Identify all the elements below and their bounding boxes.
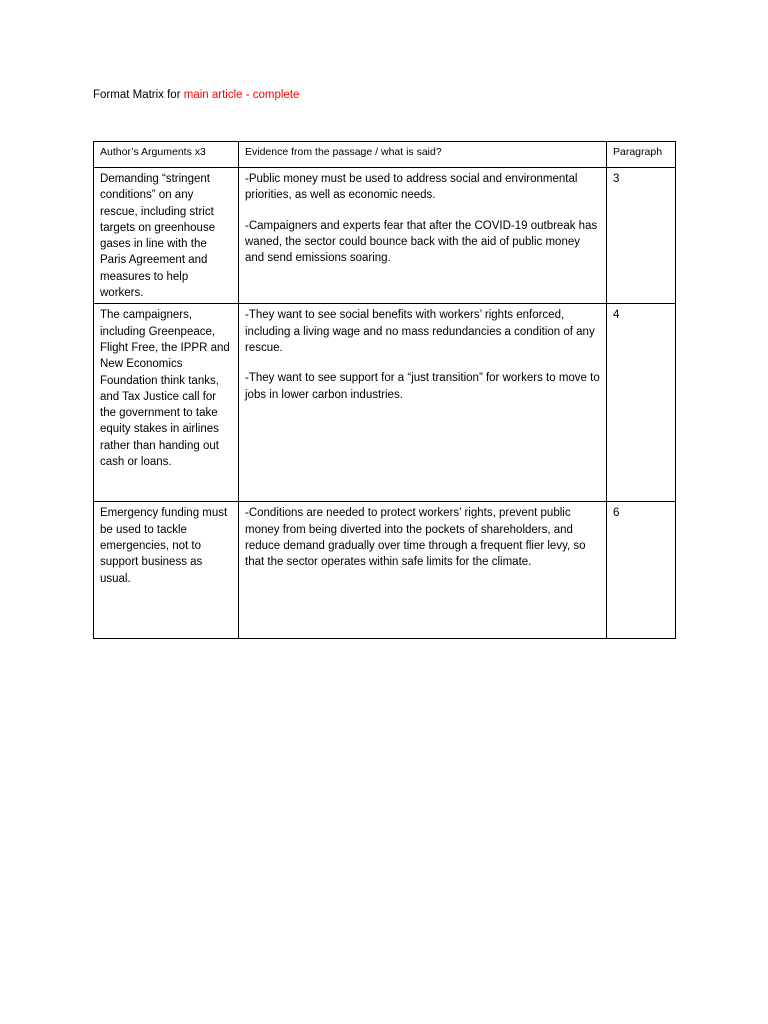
- table-row: [94, 304, 676, 502]
- paragraph-cell: 6: [607, 502, 676, 639]
- title-prefix: Format Matrix for: [93, 89, 184, 101]
- table-header-row: [94, 142, 676, 168]
- argument-cell: Emergency funding must be used to tackle emergencies, not to support business as usual.: [94, 502, 239, 639]
- argument-cell: The campaigners, including Greenpeace, Flight Free, the IPPR and New Economics Foundation think tanks, and Tax Justice call for the government to take equity stakes in airlines rather than handing out cash or loans.: [94, 304, 239, 502]
- header-paragraph: Paragraph: [607, 142, 676, 168]
- evidence-item: -Campaigners and experts fear that after the COVID-19 outbreak has waned, the sector could bounce back with the aid of public money and send emissions soaring.: [245, 219, 598, 265]
- table-row: [94, 168, 676, 304]
- evidence-item: -Conditions are needed to protect workers’ rights, prevent public money from being diverted into the pockets of shareholders, and reduce demand gradually over time through a frequent flier levy, so that the sector operates within safe limits for the climate.: [245, 507, 586, 569]
- format-matrix-table: [93, 141, 676, 639]
- paragraph-cell: 3: [607, 168, 676, 304]
- title-highlight: main article - complete: [183, 89, 300, 101]
- argument-cell: Demanding “stringent conditions” on any rescue, including strict targets on greenhouse gases in line with the Paris Agreement and measures to help workers.: [94, 168, 239, 304]
- page-title: [93, 88, 299, 103]
- header-evidence: Evidence from the passage / what is said?: [239, 142, 607, 168]
- evidence-item: -Public money must be used to address social and environmental priorities, as well as economic needs.: [245, 173, 578, 202]
- evidence-cell: [239, 502, 607, 639]
- evidence-item: -They want to see social benefits with workers’ rights enforced, including a living wage and no mass redundancies a condition of any rescue.: [245, 309, 595, 354]
- paragraph-cell: 4: [607, 304, 676, 502]
- evidence-item: -They want to see support for a “just transition” for workers to move to jobs in lower carbon industries.: [245, 372, 600, 401]
- header-arguments: Author’s Arguments x3: [94, 142, 239, 168]
- evidence-cell: [239, 304, 607, 502]
- evidence-cell: [239, 168, 607, 304]
- table-row: [94, 502, 676, 639]
